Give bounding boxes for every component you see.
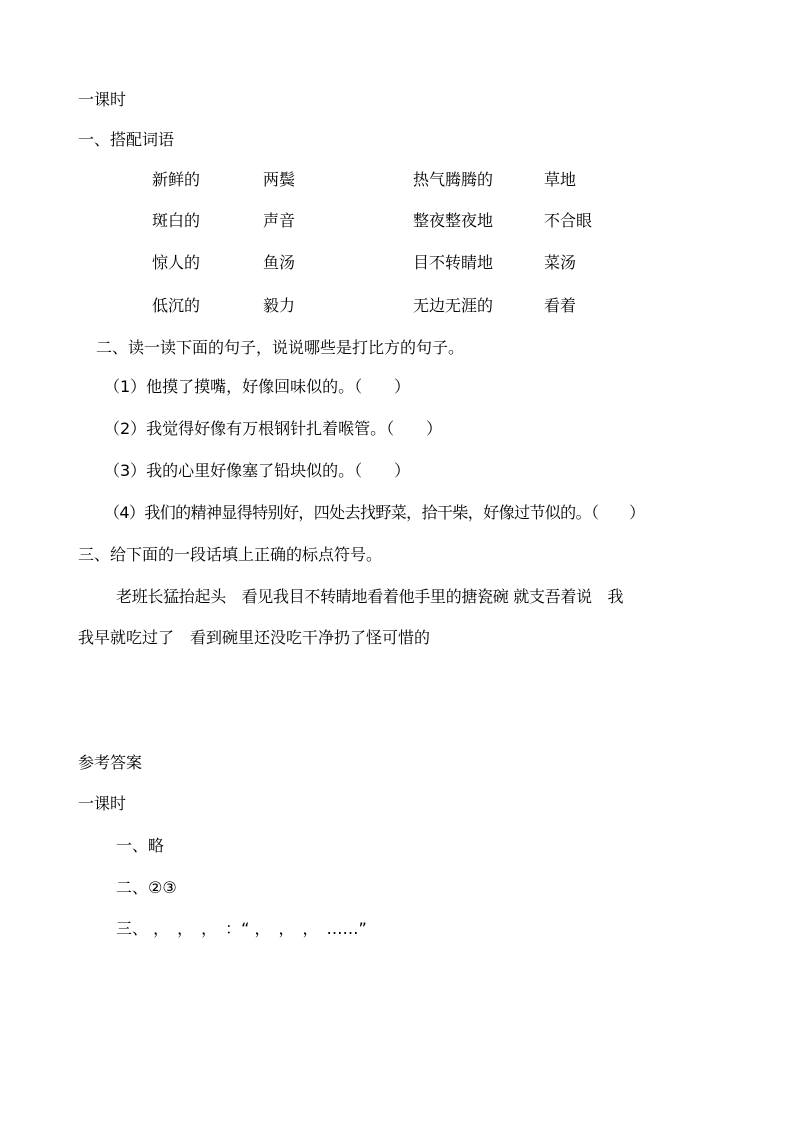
lesson-title: 一课时 [78, 90, 127, 109]
answer-item: 三、 ， ， ， ：“ ， ， ， ……” [116, 919, 367, 938]
punctuation-passage-line: 老班长猛抬起头 看见我目不转睛地看着他手里的搪瓷碗 就支吾着说 我 [116, 587, 624, 606]
answer-item: 一、略 [116, 836, 165, 855]
section1-heading: 一、搭配词语 [78, 130, 175, 149]
section2-heading: 二、读一读下面的句子，说说哪些是打比方的句子。 [96, 338, 465, 357]
word-cell: 两鬓 [263, 170, 296, 189]
word-cell: 毅力 [263, 296, 296, 315]
word-cell: 鱼汤 [263, 253, 296, 272]
word-cell: 无边无涯的 [413, 296, 494, 315]
word-cell: 菜汤 [544, 253, 577, 272]
answers-heading: 参考答案 [78, 753, 143, 772]
word-cell: 惊人的 [152, 253, 201, 272]
word-cell: 热气腾腾的 [413, 170, 494, 189]
word-cell: 新鲜的 [152, 170, 201, 189]
punctuation-passage-line: 我早就吃过了 看到碗里还没吃干净扔了怪可惜的 [78, 628, 431, 647]
word-cell: 声音 [263, 211, 296, 230]
sentence-item: （2）我觉得好像有万根钢针扎着喉管。（ ） [104, 419, 443, 438]
sentence-item: （4）我们的精神显得特别好，四处去找野菜，拾干柴，好像过节似的。（ ） [104, 503, 645, 522]
answers-lesson-title: 一课时 [78, 794, 127, 813]
word-cell: 斑白的 [152, 211, 201, 230]
word-cell: 草地 [544, 170, 577, 189]
sentence-item: （3）我的心里好像塞了铅块似的。（ ） [104, 461, 411, 480]
section3-heading: 三、给下面的一段话填上正确的标点符号。 [78, 545, 383, 564]
sentence-item: （1）他摸了摸嘴，好像回味似的。（ ） [104, 377, 411, 396]
answer-item: 二、②③ [116, 878, 177, 897]
word-cell: 目不转睛地 [413, 253, 494, 272]
word-cell: 低沉的 [152, 296, 201, 315]
word-cell: 看着 [544, 296, 577, 315]
word-cell: 不合眼 [544, 211, 593, 230]
word-cell: 整夜整夜地 [413, 211, 494, 230]
